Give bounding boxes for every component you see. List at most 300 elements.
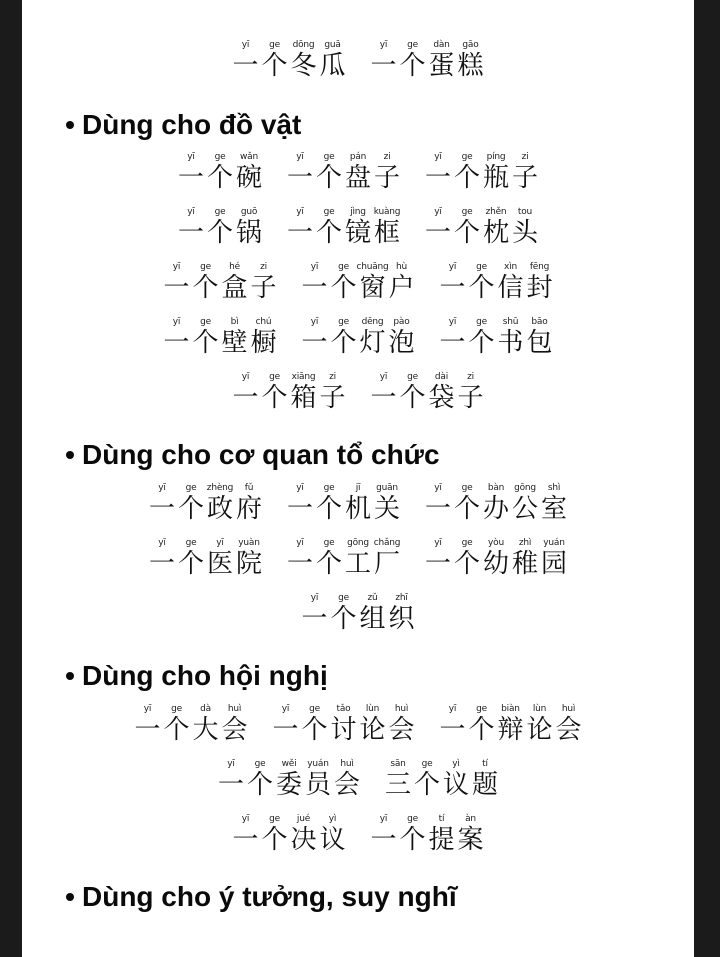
pinyin: bàn: [487, 483, 505, 493]
vocab-word: [148, 538, 264, 579]
hanzi: 瓶: [482, 163, 509, 193]
pinyin: ge: [269, 372, 280, 382]
syllable: [271, 704, 300, 745]
vocab-line: [22, 483, 694, 524]
pinyin: yī: [241, 372, 250, 382]
bullet-icon: [66, 672, 74, 680]
pinyin: fēng: [529, 262, 550, 272]
pinyin: huì: [227, 704, 242, 714]
pinyin: yī: [296, 207, 304, 217]
hanzi: 个: [261, 51, 288, 81]
pinyin: sān: [390, 759, 406, 769]
hanzi: 议: [442, 770, 469, 800]
syllable: [289, 40, 318, 81]
syllable: [525, 704, 554, 745]
syllable: [387, 262, 416, 303]
hanzi: 一: [217, 770, 244, 800]
syllable: [482, 483, 511, 524]
syllable: [456, 814, 485, 855]
hanzi: 一: [286, 549, 313, 579]
pinyin: ge: [461, 207, 473, 217]
pinyin: xìn: [504, 262, 517, 272]
pinyin: ge: [323, 207, 335, 217]
hanzi: 框: [373, 218, 400, 248]
hanzi: 子: [373, 163, 400, 193]
pinyin: ge: [407, 814, 418, 824]
vocab-line: [22, 207, 694, 248]
pinyin: yī: [434, 538, 442, 548]
hanzi: 园: [540, 549, 567, 579]
syllable: [358, 593, 387, 634]
document-page: [22, 0, 694, 957]
pinyin: ge: [214, 207, 226, 217]
vocab-word: [177, 207, 264, 248]
vocab-word: [369, 40, 485, 81]
syllable: [315, 538, 344, 579]
syllable: [438, 704, 467, 745]
pinyin: yī: [310, 317, 319, 327]
syllable: [220, 704, 249, 745]
syllable: [540, 483, 569, 524]
hanzi: 一: [439, 328, 466, 358]
syllable: [318, 40, 347, 81]
syllable: [453, 207, 482, 248]
vocab-word: [217, 759, 362, 800]
hanzi: 个: [192, 328, 219, 358]
vocab-word: [384, 759, 500, 800]
hanzi: 一: [148, 549, 175, 579]
hanzi: 子: [250, 273, 277, 303]
pinyin: yī: [227, 759, 235, 769]
syllable: [398, 814, 427, 855]
pinyin: ge: [461, 538, 473, 548]
syllable: [275, 759, 304, 800]
hanzi: 幼: [482, 549, 509, 579]
pinyin: dàn: [433, 40, 450, 50]
hanzi: 一: [177, 218, 204, 248]
syllable: [511, 207, 540, 248]
syllable: [191, 262, 220, 303]
syllable: [191, 704, 220, 745]
pinyin: dēng: [361, 317, 384, 327]
hanzi: 书: [497, 328, 524, 358]
pinyin: yī: [281, 704, 290, 714]
hanzi: 政: [206, 494, 233, 524]
syllable: [344, 152, 373, 193]
syllable: [511, 152, 540, 193]
pinyin: zi: [260, 262, 267, 272]
syllable: [177, 207, 206, 248]
hanzi: 碗: [235, 163, 262, 193]
syllable: [235, 152, 264, 193]
pinyin: yì: [328, 814, 337, 824]
hanzi: 子: [511, 163, 538, 193]
pinyin: ge: [476, 704, 487, 714]
vocab-line: [22, 704, 694, 745]
pinyin: tí: [438, 814, 445, 824]
hanzi: 个: [399, 383, 426, 413]
pinyin: lùn: [532, 704, 547, 714]
syllable: [206, 538, 235, 579]
pinyin: ge: [338, 262, 349, 272]
hanzi: 一: [424, 163, 451, 193]
hanzi: 一: [439, 715, 466, 745]
syllable: [231, 40, 260, 81]
syllable: [260, 372, 289, 413]
syllable: [177, 483, 206, 524]
pinyin: tou: [517, 207, 533, 217]
syllable: [286, 207, 315, 248]
pinyin: zǔ: [367, 593, 378, 603]
pinyin: ge: [323, 483, 335, 493]
pinyin: yì: [452, 759, 460, 769]
vocab-line: [22, 40, 694, 81]
hanzi: 个: [206, 218, 233, 248]
vocab-word: [286, 207, 402, 248]
hanzi: 题: [471, 770, 498, 800]
hanzi: 一: [301, 328, 328, 358]
pinyin: yī: [379, 372, 388, 382]
hanzi: 机: [344, 494, 371, 524]
hanzi: 个: [468, 328, 495, 358]
syllable: [496, 317, 525, 358]
pinyin: yī: [241, 40, 250, 50]
pinyin: dà: [200, 704, 211, 714]
vocab-line: [22, 814, 694, 855]
syllable: [344, 483, 373, 524]
hanzi: 个: [301, 715, 328, 745]
pinyin: ge: [476, 317, 487, 327]
syllable: [358, 262, 387, 303]
hanzi: 蛋: [428, 51, 455, 81]
vocab-word: [162, 317, 278, 358]
syllable: [358, 704, 387, 745]
pinyin: ge: [269, 814, 280, 824]
pinyin: zhèng: [206, 483, 234, 493]
pinyin: tǎo: [336, 704, 351, 714]
hanzi: 壁: [221, 328, 248, 358]
vocab-word: [286, 538, 402, 579]
syllable: [413, 759, 442, 800]
pinyin: dōng: [292, 40, 315, 50]
vocab-word: [300, 317, 416, 358]
syllable: [286, 483, 315, 524]
hanzi: 稚: [511, 549, 538, 579]
syllable: [333, 759, 362, 800]
pinyin: ge: [323, 538, 335, 548]
syllable: [384, 759, 413, 800]
vocab-line: [22, 759, 694, 800]
pinyin: bì: [230, 317, 239, 327]
pinyin: ge: [254, 759, 266, 769]
syllable: [387, 317, 416, 358]
pinyin: ge: [171, 704, 182, 714]
syllable: [162, 317, 191, 358]
syllable: [467, 317, 496, 358]
hanzi: 个: [206, 163, 233, 193]
pinyin: zhěn: [485, 207, 507, 217]
syllable: [456, 40, 485, 81]
vocab-word: [286, 483, 402, 524]
pinyin: yuán: [543, 538, 565, 548]
pinyin: jī: [355, 483, 361, 493]
pinyin: guā: [324, 40, 341, 50]
syllable: [554, 704, 583, 745]
pinyin: zi: [383, 152, 391, 162]
bullet-icon: [66, 893, 74, 901]
pinyin: ge: [185, 538, 197, 548]
vocab-word: [369, 814, 485, 855]
syllable: [289, 372, 318, 413]
vocab-word: [424, 483, 569, 524]
syllable: [482, 207, 511, 248]
pinyin: yī: [310, 593, 319, 603]
hanzi: 工: [344, 549, 371, 579]
pinyin: dài: [434, 372, 449, 382]
syllable: [373, 483, 402, 524]
pinyin: guān: [376, 483, 398, 493]
syllable: [438, 262, 467, 303]
pinyin: ge: [461, 483, 473, 493]
hanzi: 委: [275, 770, 302, 800]
hanzi: 一: [163, 328, 190, 358]
syllable: [456, 372, 485, 413]
syllable: [467, 704, 496, 745]
pinyin: yī: [434, 483, 442, 493]
vocab-line: [22, 593, 694, 634]
syllable: [398, 40, 427, 81]
syllable: [249, 317, 278, 358]
pinyin: yī: [158, 538, 166, 548]
hanzi: 提: [428, 825, 455, 855]
syllable: [300, 593, 329, 634]
hanzi: 决: [290, 825, 317, 855]
vocab-word: [162, 262, 278, 303]
pinyin: jué: [296, 814, 311, 824]
pinyin: yī: [187, 152, 195, 162]
vocab-word: [177, 152, 264, 193]
syllable: [427, 40, 456, 81]
pinyin: ge: [421, 759, 433, 769]
hanzi: 个: [177, 549, 204, 579]
hanzi: 信: [497, 273, 524, 303]
syllable: [525, 262, 554, 303]
hanzi: 个: [413, 770, 440, 800]
pinyin: wěi: [281, 759, 297, 769]
hanzi: 员: [304, 770, 331, 800]
hanzi: 个: [399, 825, 426, 855]
syllable: [162, 262, 191, 303]
syllable: [300, 704, 329, 745]
hanzi: 箱: [290, 383, 317, 413]
pinyin: lùn: [365, 704, 380, 714]
pinyin: yuán: [307, 759, 329, 769]
pinyin: àn: [465, 814, 476, 824]
vocab-line: [22, 372, 694, 413]
syllable: [329, 593, 358, 634]
bullet-icon: [66, 451, 74, 459]
syllable: [369, 814, 398, 855]
pinyin: jìng: [350, 207, 366, 217]
syllable: [387, 704, 416, 745]
syllable: [286, 538, 315, 579]
syllable: [424, 207, 453, 248]
hanzi: 泡: [388, 328, 415, 358]
pinyin: ge: [338, 317, 349, 327]
syllable: [162, 704, 191, 745]
hanzi: 个: [330, 604, 357, 634]
vocab-word: [133, 704, 249, 745]
syllable: [369, 40, 398, 81]
syllable: [315, 152, 344, 193]
pinyin: yī: [296, 538, 304, 548]
hanzi: 个: [315, 549, 342, 579]
pinyin: yī: [310, 262, 319, 272]
hanzi: 一: [301, 273, 328, 303]
syllable: [231, 814, 260, 855]
syllable: [235, 483, 264, 524]
hanzi: 一: [286, 163, 313, 193]
syllable: [329, 704, 358, 745]
hanzi: 窗: [359, 273, 386, 303]
syllable: [148, 483, 177, 524]
syllable: [453, 538, 482, 579]
pinyin: yī: [296, 483, 304, 493]
syllable: [373, 207, 402, 248]
hanzi: 一: [272, 715, 299, 745]
syllable: [289, 814, 318, 855]
hanzi: 大: [192, 715, 219, 745]
heading-text: Dùng cho hội nghị: [82, 660, 328, 691]
vocab-word: [438, 317, 554, 358]
hanzi: 个: [468, 715, 495, 745]
pinyin: yī: [172, 262, 181, 272]
syllable: [525, 317, 554, 358]
hanzi: 封: [526, 273, 553, 303]
hanzi: 办: [482, 494, 509, 524]
syllable: [373, 538, 402, 579]
hanzi: 头: [511, 218, 538, 248]
vocab-word: [271, 704, 416, 745]
hanzi: 子: [319, 383, 346, 413]
pinyin: yī: [187, 207, 195, 217]
syllable: [453, 152, 482, 193]
vocab-word: [424, 538, 569, 579]
bullet-icon: [66, 121, 74, 129]
hanzi: 冬: [290, 51, 317, 81]
vocab-word: [424, 152, 540, 193]
syllable: [315, 483, 344, 524]
syllable: [424, 152, 453, 193]
syllable: [540, 538, 569, 579]
hanzi: 一: [370, 383, 397, 413]
hanzi: 会: [333, 770, 360, 800]
pinyin: ge: [309, 704, 320, 714]
hanzi: 论: [526, 715, 553, 745]
hanzi: 议: [319, 825, 346, 855]
hanzi: 镜: [344, 218, 371, 248]
vocab-word: [231, 40, 347, 81]
pinyin: wǎn: [240, 152, 258, 162]
hanzi: 一: [370, 51, 397, 81]
pinyin: yī: [296, 152, 304, 162]
pinyin: shū: [502, 317, 519, 327]
syllable: [177, 538, 206, 579]
pinyin: ge: [185, 483, 197, 493]
section-heading-objects: [66, 108, 301, 142]
syllable: [206, 207, 235, 248]
hanzi: 橱: [250, 328, 277, 358]
hanzi: 个: [177, 494, 204, 524]
hanzi: 袋: [428, 383, 455, 413]
pinyin: kuàng: [373, 207, 401, 217]
hanzi: 个: [261, 825, 288, 855]
syllable: [453, 483, 482, 524]
syllable: [260, 814, 289, 855]
hanzi: 医: [206, 549, 233, 579]
pinyin: yuàn: [238, 538, 260, 548]
heading-text: Dùng cho ý tưởng, suy nghĩ: [82, 881, 457, 912]
syllable: [358, 317, 387, 358]
pinyin: ge: [323, 152, 335, 162]
pinyin: gōng: [514, 483, 536, 493]
hanzi: 一: [148, 494, 175, 524]
syllable: [300, 317, 329, 358]
syllable: [387, 593, 416, 634]
hanzi: 组: [359, 604, 386, 634]
pinyin: yī: [448, 262, 457, 272]
pinyin: yī: [158, 483, 166, 493]
hanzi: 一: [163, 273, 190, 303]
syllable: [235, 207, 264, 248]
syllable: [246, 759, 275, 800]
pinyin: huì: [561, 704, 576, 714]
pinyin: ge: [200, 262, 211, 272]
syllable: [191, 317, 220, 358]
hanzi: 瓜: [319, 51, 346, 81]
hanzi: 厂: [373, 549, 400, 579]
pinyin: yī: [216, 538, 224, 548]
syllable: [424, 538, 453, 579]
hanzi: 一: [134, 715, 161, 745]
syllable: [482, 152, 511, 193]
vocab-word: [231, 372, 347, 413]
pinyin: yī: [448, 704, 457, 714]
syllable: [286, 152, 315, 193]
pinyin: pào: [393, 317, 410, 327]
section-heading-organizations: [66, 438, 440, 472]
syllable: [424, 483, 453, 524]
hanzi: 个: [315, 494, 342, 524]
hanzi: 个: [261, 383, 288, 413]
hanzi: 论: [359, 715, 386, 745]
hanzi: 个: [315, 163, 342, 193]
hanzi: 织: [388, 604, 415, 634]
pinyin: yòu: [488, 538, 504, 548]
vocab-word: [148, 483, 264, 524]
pinyin: yī: [143, 704, 152, 714]
pinyin: yī: [448, 317, 457, 327]
section-heading-meetings: [66, 659, 328, 693]
pinyin: shì: [547, 483, 561, 493]
pinyin: hé: [229, 262, 240, 272]
hanzi: 个: [468, 273, 495, 303]
hanzi: 院: [235, 549, 262, 579]
hanzi: 个: [192, 273, 219, 303]
pinyin: zi: [467, 372, 474, 382]
hanzi: 包: [526, 328, 553, 358]
heading-text: Dùng cho cơ quan tổ chức: [82, 439, 440, 470]
